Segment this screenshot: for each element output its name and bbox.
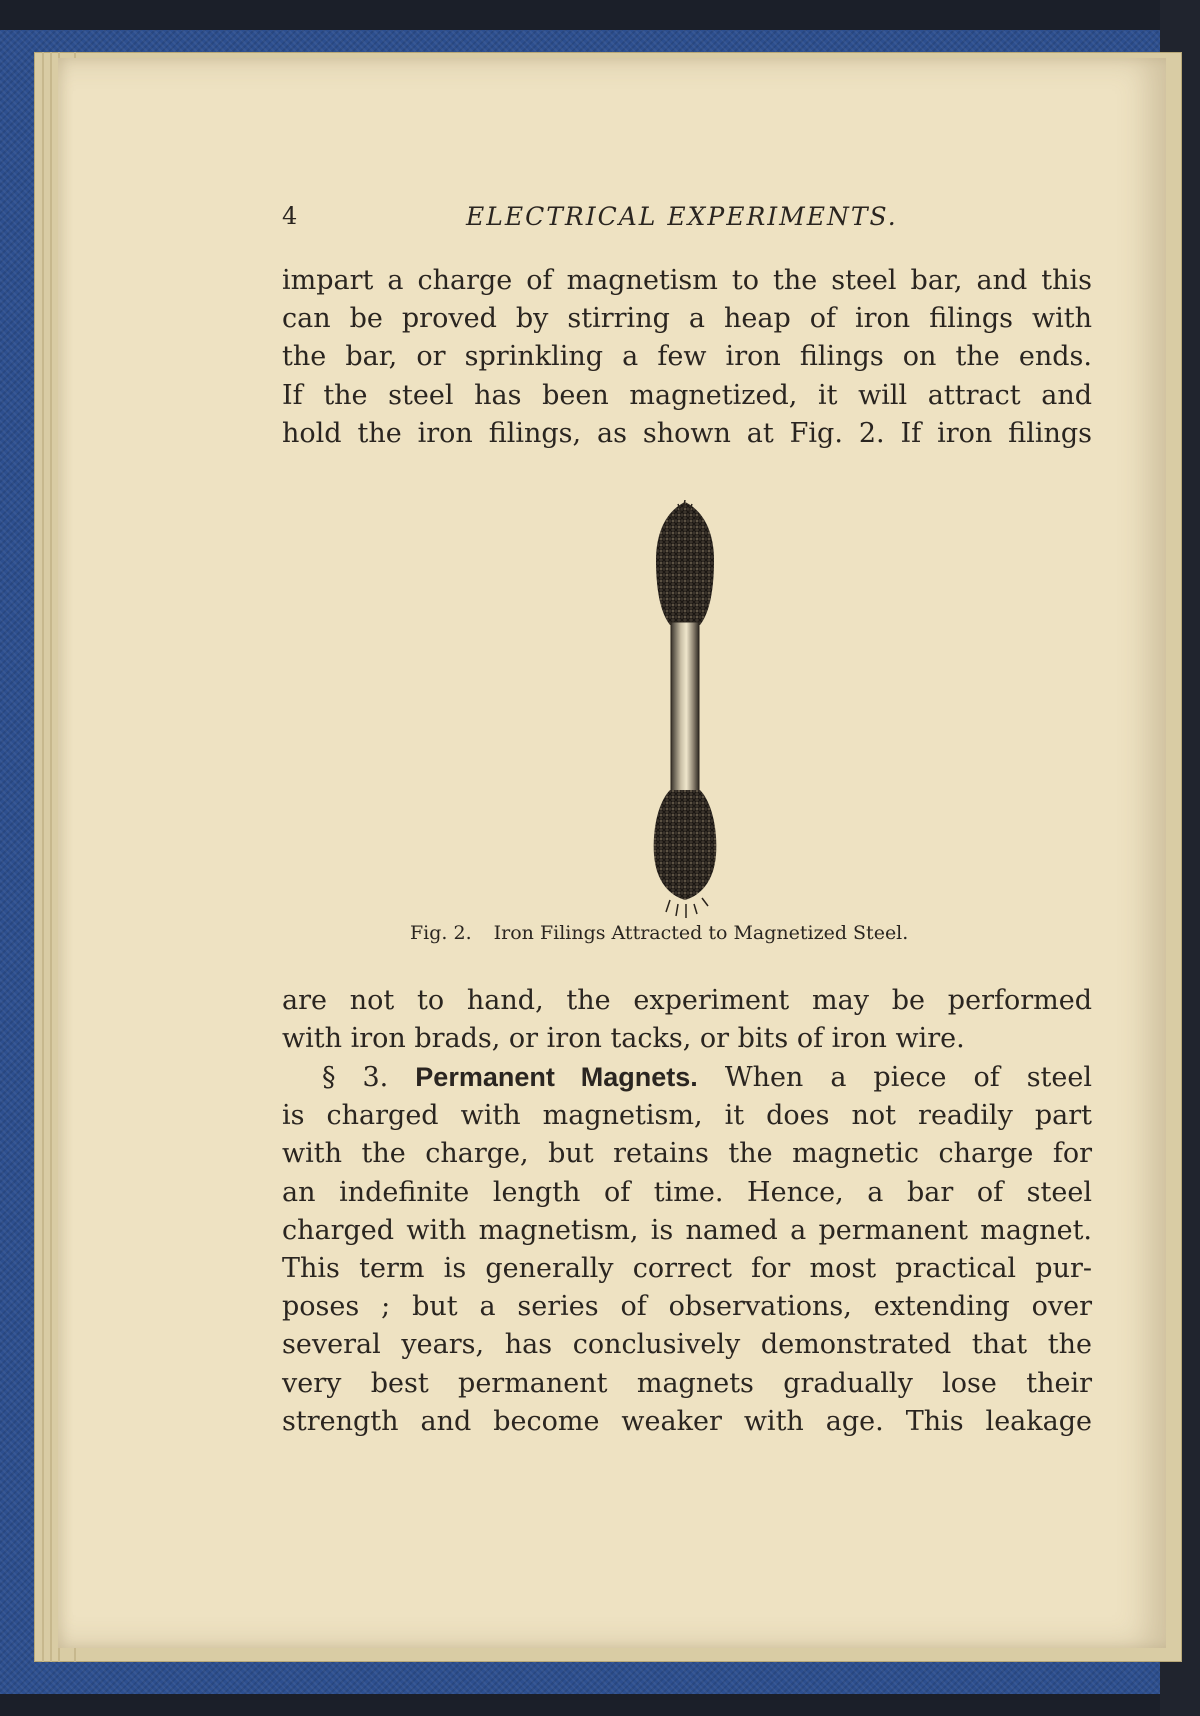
figure-label: Fig. 2. [410,922,472,944]
background-bottom [0,1694,1200,1716]
section-first-line [282,1058,1092,1097]
text-line: an indefinite length of time. Hence, a bar of steel [282,1176,1092,1208]
text-line: strength and become weaker with age. This leakage [282,1405,1092,1437]
section-3 [282,1058,1092,1441]
page-number: 4 [282,202,298,230]
text-line: charged with magnetism, is named a permanent magnet. [282,1214,1092,1246]
text-line: very best permanent magnets gradually lose their [282,1367,1092,1399]
text-line: hold the iron filings, as shown at Fig. 2. If iron filings [282,417,1092,449]
figure-caption [410,922,1010,944]
text-line: with iron brads, or iron tacks, or bits of iron wire. [282,1023,965,1055]
text-line: several years, has conclusively demonstrated that the [282,1329,1092,1361]
text-line: impart a charge of magnetism to the steel bar, and this [282,265,1092,296]
text-line: can be proved by stirring a heap of iron filings with [282,303,1092,335]
section-number: § 3. [322,1062,389,1093]
section-first-line-text: When a piece of steel [724,1062,1092,1093]
section-heading: Permanent Magnets. [415,1062,698,1092]
page-header [282,202,922,242]
running-head: ELECTRICAL EXPERIMENTS. [466,202,898,231]
text-line: are not to hand, the experiment may be performed [282,985,1092,1016]
text-line: is charged with magnetism, it does not readily part [282,1100,1092,1132]
text-line: This term is generally correct for most practical pur- [282,1253,1092,1285]
paragraph-continued [282,982,1092,1058]
background-top [0,0,1200,30]
text-line: the bar, or sprinkling a few iron filings on the ends. [282,341,1092,373]
text-line: If the steel has been magnetized, it will attract and [282,379,1092,411]
magnet-figure [640,500,730,920]
filings-top [656,502,714,625]
paragraph-top [282,262,1092,453]
text-line: with the charge, but retains the magnetic charge for [282,1138,1092,1170]
figure-caption-text: Iron Filings Attracted to Magnetized Steel. [493,922,909,944]
text-line: poses ; but a series of observations, extending over [282,1291,1092,1323]
steel-bar [671,622,699,792]
filings-bottom [654,790,717,900]
